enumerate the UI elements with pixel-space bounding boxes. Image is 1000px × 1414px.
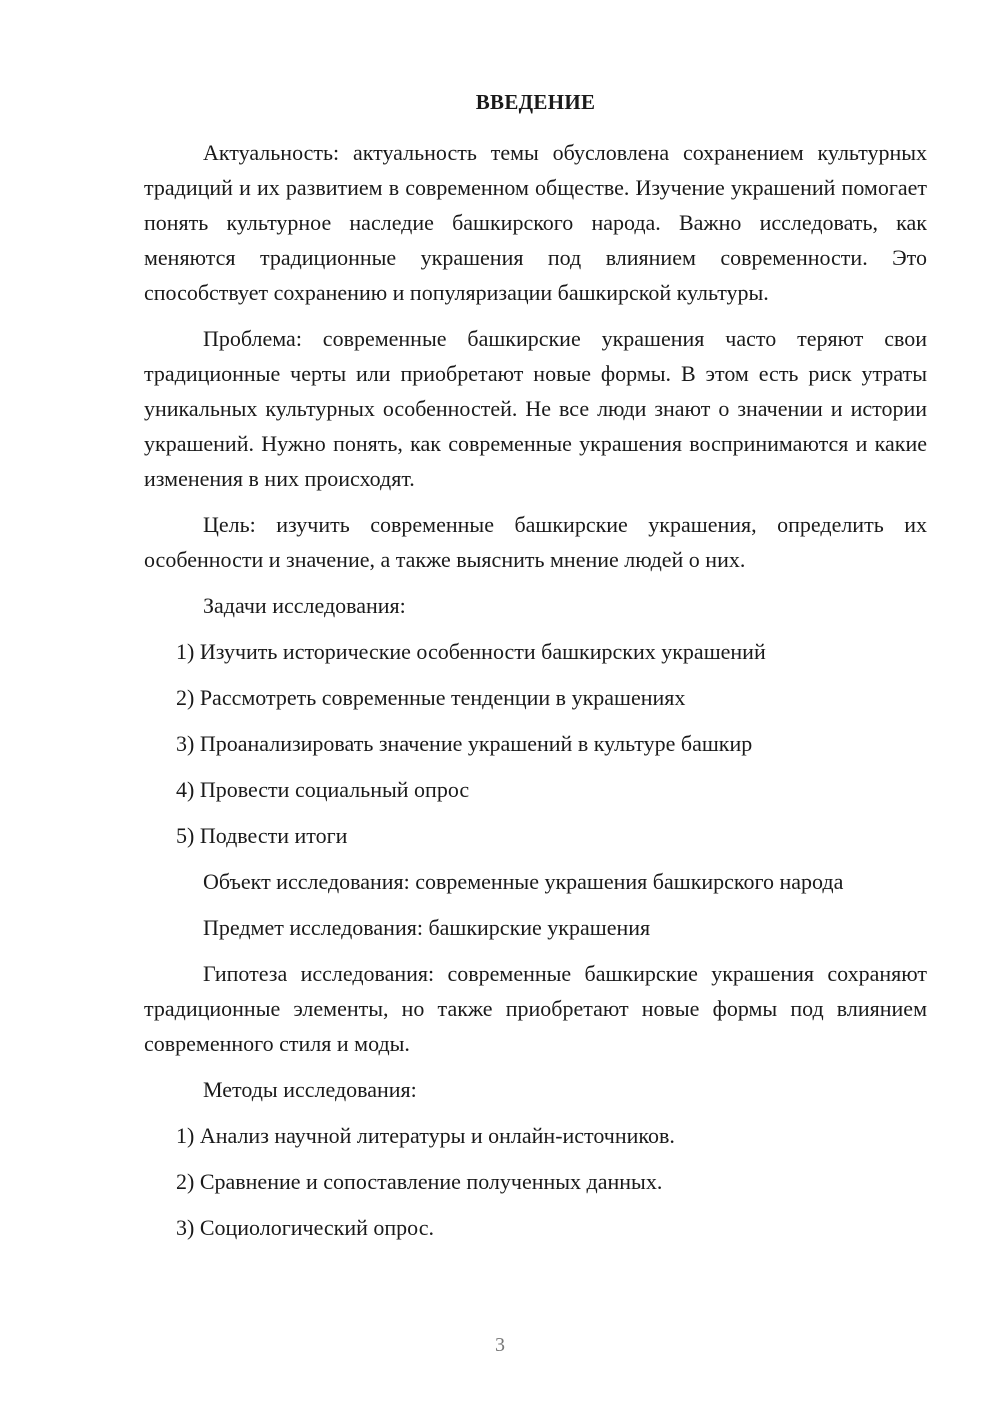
hypothesis-paragraph: Гипотеза исследования: современные башкирские украшения сохраняют традиционные элементы, но также приобретают новые формы под влиянием современного стиля и моды. [144, 961, 927, 1056]
method-item: 3) Социологический опрос. [176, 1215, 434, 1240]
page-number: 3 [495, 1334, 505, 1356]
section-title: ВВЕДЕНИЕ [475, 90, 596, 114]
document-page [144, 90, 927, 1256]
goal-paragraph: Цель: изучить современные башкирские украшения, определить их особенности и значение, а также выяснить мнение людей о них. [144, 512, 927, 572]
problem-paragraph: Проблема: современные башкирские украшения часто теряют свои традиционные черты или приобретают новые формы. В этом есть риск утраты уникальных культурных особенностей. Не все люди знают о значении и истории украшений. Нужно понять, как современные украшения воспринимаются и какие изменения в них происходят. [144, 326, 927, 491]
method-item: 2) Сравнение и сопоставление полученных данных. [176, 1169, 663, 1194]
tasks-heading: Задачи исследования: [203, 593, 406, 618]
subject-paragraph: Предмет исследования: башкирские украшения [203, 915, 651, 940]
task-item: 1) Изучить исторические особенности башкирских украшений [176, 639, 766, 664]
relevance-paragraph: Актуальность: актуальность темы обусловлена сохранением культурных традиций и их развитием в современном обществе. Изучение украшений помогает понять культурное наследие башкирского народа. Важно исследовать, как меняются традиционные украшения под влиянием современности. Это способствует сохранению и популяризации башкирской культуры. [144, 140, 927, 305]
object-paragraph: Объект исследования: современные украшения башкирского народа [203, 869, 844, 894]
task-item: 5) Подвести итоги [176, 823, 348, 848]
task-item: 3) Проанализировать значение украшений в культуре башкир [176, 731, 753, 756]
methods-heading: Методы исследования: [203, 1077, 417, 1102]
method-item: 1) Анализ научной литературы и онлайн-источников. [176, 1123, 675, 1148]
task-item: 2) Рассмотреть современные тенденции в украшениях [176, 685, 686, 710]
task-item: 4) Провести социальный опрос [176, 777, 470, 802]
